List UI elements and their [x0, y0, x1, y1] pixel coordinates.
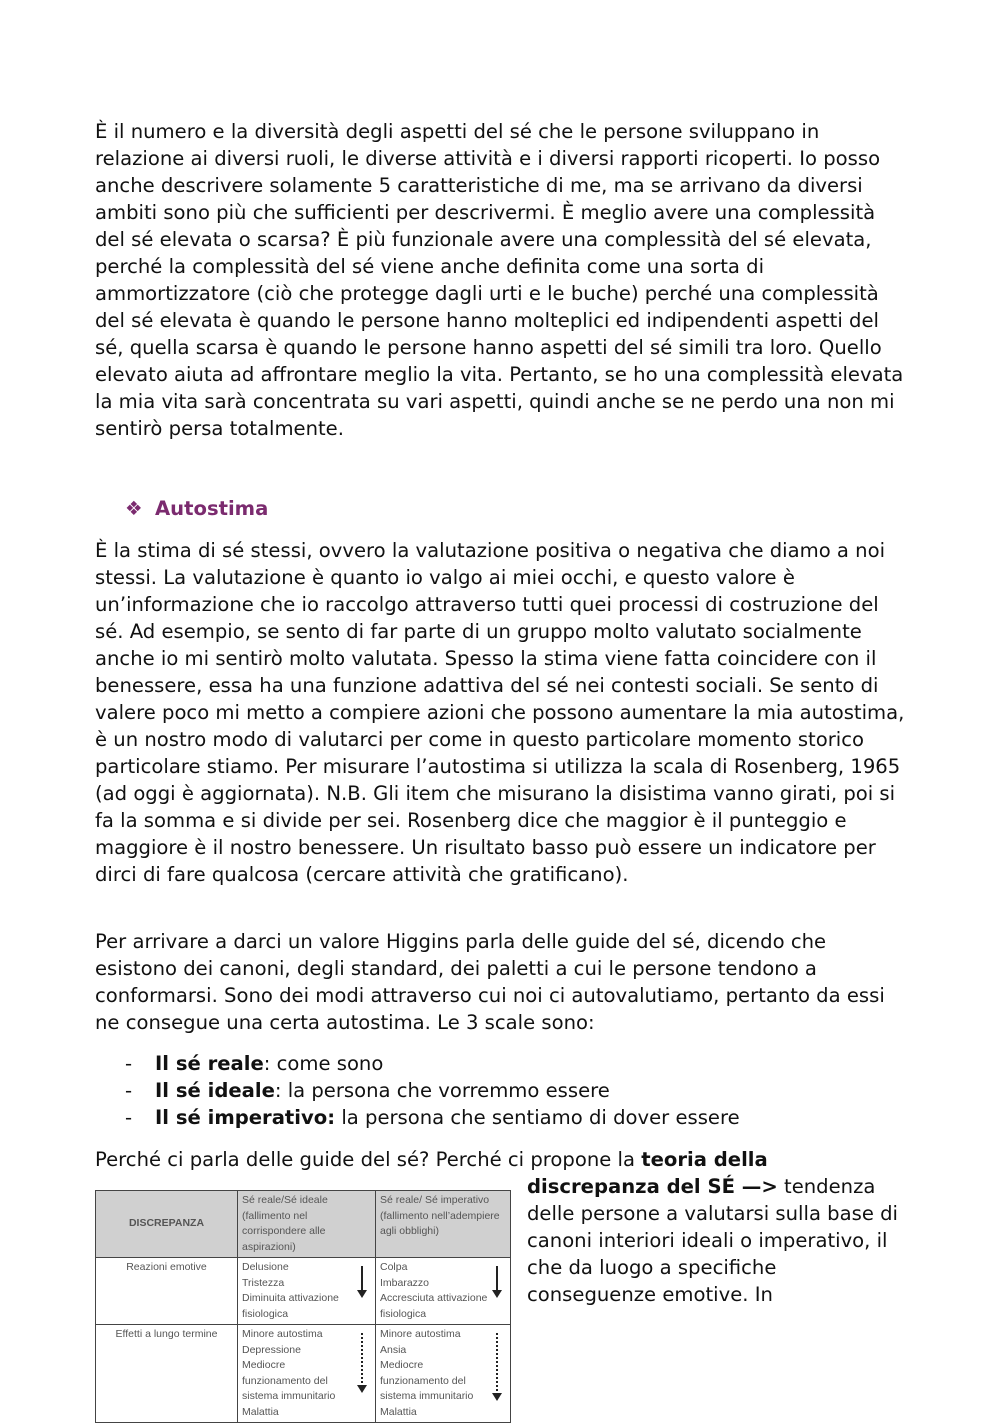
closing-question-line: Perché ci parla delle guide del sé? Perché ci propone la teoria della: [95, 1148, 768, 1171]
list-item: - Il sé imperativo: la persona che sentiamo di dover essere: [125, 1106, 740, 1129]
discrepancy-table: [95, 1190, 511, 1423]
table-row: [96, 1325, 511, 1423]
table-header-cell: DISCREPANZA: [96, 1191, 238, 1258]
paragraph-higgins: Per arrivare a darci un valore Higgins parla delle guide del sé, dicendo che esistono dei canoni, degli standard, dei paletti a cui le persone tendono a conformarsi. Sono dei modi attraverso cui noi ci autovalutiamo, pertanto da essi ne consegue una certa autostima. Le 3 scale sono:: [95, 930, 885, 1034]
section-heading-autostima: [125, 495, 268, 522]
dotted-down-arrow-icon: [361, 1333, 363, 1387]
table-header-cell: Sé reale/Sé ideale (fallimento nel corrispondere alle aspirazioni): [238, 1191, 376, 1258]
down-arrow-icon: [496, 1266, 498, 1292]
list-item: - Il sé ideale: la persona che vorremmo essere: [125, 1079, 610, 1102]
row-label: Effetti a lungo termine: [96, 1325, 238, 1423]
discrepancy-theory-text: discrepanza del SÉ —> tendenza delle persone a valutarsi sulla base di canoni interiori ideali o imperativo, il che da luogo a specifiche conseguenze emotive. In: [527, 1175, 898, 1306]
row-label: Reazioni emotive: [96, 1258, 238, 1325]
dotted-down-arrow-icon: [496, 1333, 498, 1395]
self-guides-list: [125, 1050, 740, 1131]
table-cell: Minore autostima Ansia Mediocre funzionamento del sistema immunitario Malattia: [376, 1325, 511, 1423]
paragraph-self-complexity: È il numero e la diversità degli aspetti del sé che le persone sviluppano in relazione ai diversi ruoli, le diverse attività e i diversi rapporti ricoperti. Io posso anche descrivere solamente 5 caratteristiche di me, ma se arrivano da diversi ambiti sono più che sufficienti per descrivermi. È meglio avere una complessità del sé elevata o scarsa? È più funzionale avere una complessità del sé elevata, perché la complessità del sé viene anche definita come una sorta di ammortizzatore (ciò che protegge dagli urti e le buche) perché una complessità del sé elevata è quando le persone hanno molteplici ed indipendenti aspetti del sé, quella scarsa è quando le persone hanno aspetti del sé simili tra loro. Quello elevato aiuta ad affrontare meglio la vita. Pertanto, se ho una complessità elevata la mia vita sarà concentrata su vari aspetti, quindi anche se ne perdo una non mi sentirò persa totalmente.: [95, 120, 904, 440]
list-item: - Il sé reale: come sono: [125, 1052, 384, 1075]
down-arrow-icon: [361, 1266, 363, 1292]
table-row: [96, 1258, 511, 1325]
section-heading-text: Autostima: [155, 497, 269, 520]
table-cell: Colpa Imbarazzo Accresciuta attivazione fisiologica: [376, 1258, 511, 1325]
table-header-cell: Sé reale/ Sé imperativo (fallimento nell’adempiere agli obblighi): [376, 1191, 511, 1258]
paragraph-autostima: È la stima di sé stessi, ovvero la valutazione positiva o negativa che diamo a noi stessi. La valutazione è quanto io valgo ai miei occhi, e questo valore è un’informazione che io raccolgo attraverso tutti quei processi di costruzione del sé. Ad esempio, se sento di far parte di un gruppo molto valutato socialmente anche io mi sentirò molto valutata. Spesso la stima viene fatta coincidere con il benessere, essa ha una funzione adattiva del sé nei contesti sociali. Se sento di valere poco mi metto a compiere azioni che possono aumentare la mia autostima, è un nostro modo di valutarci per come in questo particolare momento storico particolare stiamo. Per misurare l’autostima si utilizza la scala di Rosenberg, 1965 (ad oggi è aggiornata). N.B. Gli item che misurano la disistima vanno girati, poi si fa la somma e si divide per sei. Rosenberg dice che maggior è il punteggio e maggiore è il nostro benessere. Un risultato basso può essere un indicatore per dirci di fare qualcosa (cercare attività che gratificano).: [95, 539, 905, 886]
table-cell: Delusione Tristezza Diminuita attivazione fisiologica: [238, 1258, 376, 1325]
table-cell: Minore autostima Depressione Mediocre funzionamento del sistema immunitario Malattia: [238, 1325, 376, 1423]
diamond-bullet-icon: ❖: [125, 497, 143, 520]
table-header-row: [96, 1191, 511, 1258]
